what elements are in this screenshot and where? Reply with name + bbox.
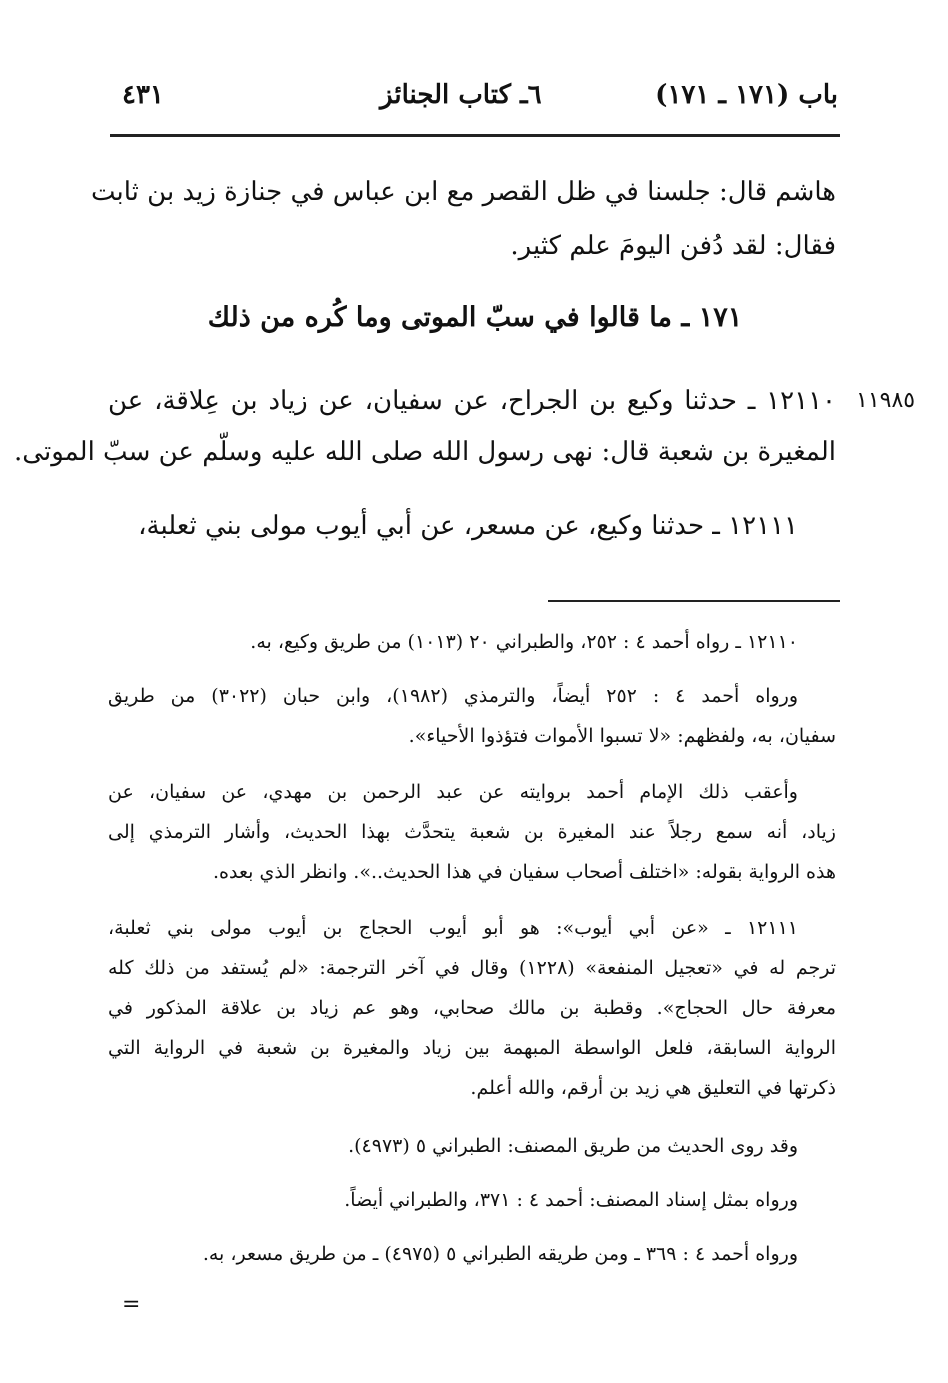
continuation-mark: =	[122, 1292, 141, 1317]
main-text-line: فقال: لقد دُفن اليومَ علم كثير.	[510, 231, 836, 261]
footnote-line: ورواه أحمد ٤ : ٢٥٢ أيضاً، والترمذي (١٩٨٢)، وابن حبان (٣٠٢٢) من طريق	[108, 685, 799, 707]
footnote-line: ذكرتها في التعليق هي زيد بن أرقم، والله أعلم.	[470, 1077, 836, 1099]
margin-number: ١١٩٨٥	[856, 388, 916, 413]
footnote-line: وقد روى الحديث من طريق المصنف: الطبراني ٥ (٤٩٧٣).	[348, 1135, 798, 1157]
footnote-line: ١٢١١١ ـ «عن أبي أيوب»: هو أبو أيوب الحجاج بن أيوب مولى بني ثعلبة،	[108, 917, 798, 939]
footnote-line: هذه الرواية بقوله: «اختلف أصحاب سفيان في هذا الحديث..». وانظر الذي بعده.	[213, 861, 836, 883]
chapter-heading: ١٧١ ـ ما قالوا في سبّ الموتى وما كُره من ذلك	[207, 302, 743, 333]
footnote-line: ١٢١١٠ ـ رواه أحمد ٤ : ٢٥٢، والطبراني ٢٠ (١٠١٣) من طريق وكيع، به.	[250, 631, 798, 653]
footnote-line: سفيان، به، ولفظهم: «لا تسبوا الأموات فتؤذوا الأحياء».	[408, 725, 836, 747]
book-title: ٦ـ كتاب الجنائز	[380, 80, 542, 110]
footnote-separator	[548, 600, 840, 602]
hadith-12110-line: المغيرة بن شعبة قال: نهى رسول الله صلى الله عليه وسلّم عن سبّ الموتى.	[14, 437, 836, 467]
footnote-line: ترجم له في «تعجيل المنفعة» (١٢٢٨) وقال في آخر الترجمة: «لم يُستفد من ذلك كله	[108, 957, 836, 979]
main-text-line: هاشم قال: جلسنا في ظل القصر مع ابن عباس في جنازة زيد بن ثابت	[90, 177, 836, 207]
hadith-12111-line: ١٢١١١ ـ حدثنا وكيع، عن مسعر، عن أبي أيوب مولى بني ثعلبة،	[138, 511, 798, 541]
footnote-line: ورواه بمثل إسناد المصنف: أحمد ٤ : ٣٧١، والطبراني أيضاً.	[344, 1189, 798, 1211]
footnote-line: زياد، أنه سمع رجلاً عند المغيرة بن شعبة يتحدَّث بهذا الحديث، وأشار الترمذي إلى	[108, 821, 836, 843]
footnote-line: ورواه أحمد ٤ : ٣٦٩ ـ ومن طريقه الطبراني ٥ (٤٩٧٥) ـ من طريق مسعر، به.	[202, 1243, 798, 1265]
footnote-line: الرواية السابقة، فلعل الواسطة المبهمة بين زياد والمغيرة بن شعبة في الرواية التي	[108, 1037, 836, 1059]
chapter-range: باب (١٧١ ـ ١٧١)	[655, 80, 838, 110]
hadith-12110-line: ١٢١١٠ ـ حدثنا وكيع بن الجراح، عن سفيان، عن زياد بن عِلاقة، عن	[108, 386, 836, 416]
page-number: ٤٣١	[122, 80, 164, 110]
footnote-line: معرفة حال الحجاج». وقطبة بن مالك صحابي، وهو عم زياد بن علاقة المذكور في	[108, 997, 836, 1019]
header-rule	[110, 134, 840, 137]
footnote-line: وأعقب ذلك الإمام أحمد بروايته عن عبد الرحمن بن مهدي، عن سفيان، عن	[108, 781, 798, 803]
